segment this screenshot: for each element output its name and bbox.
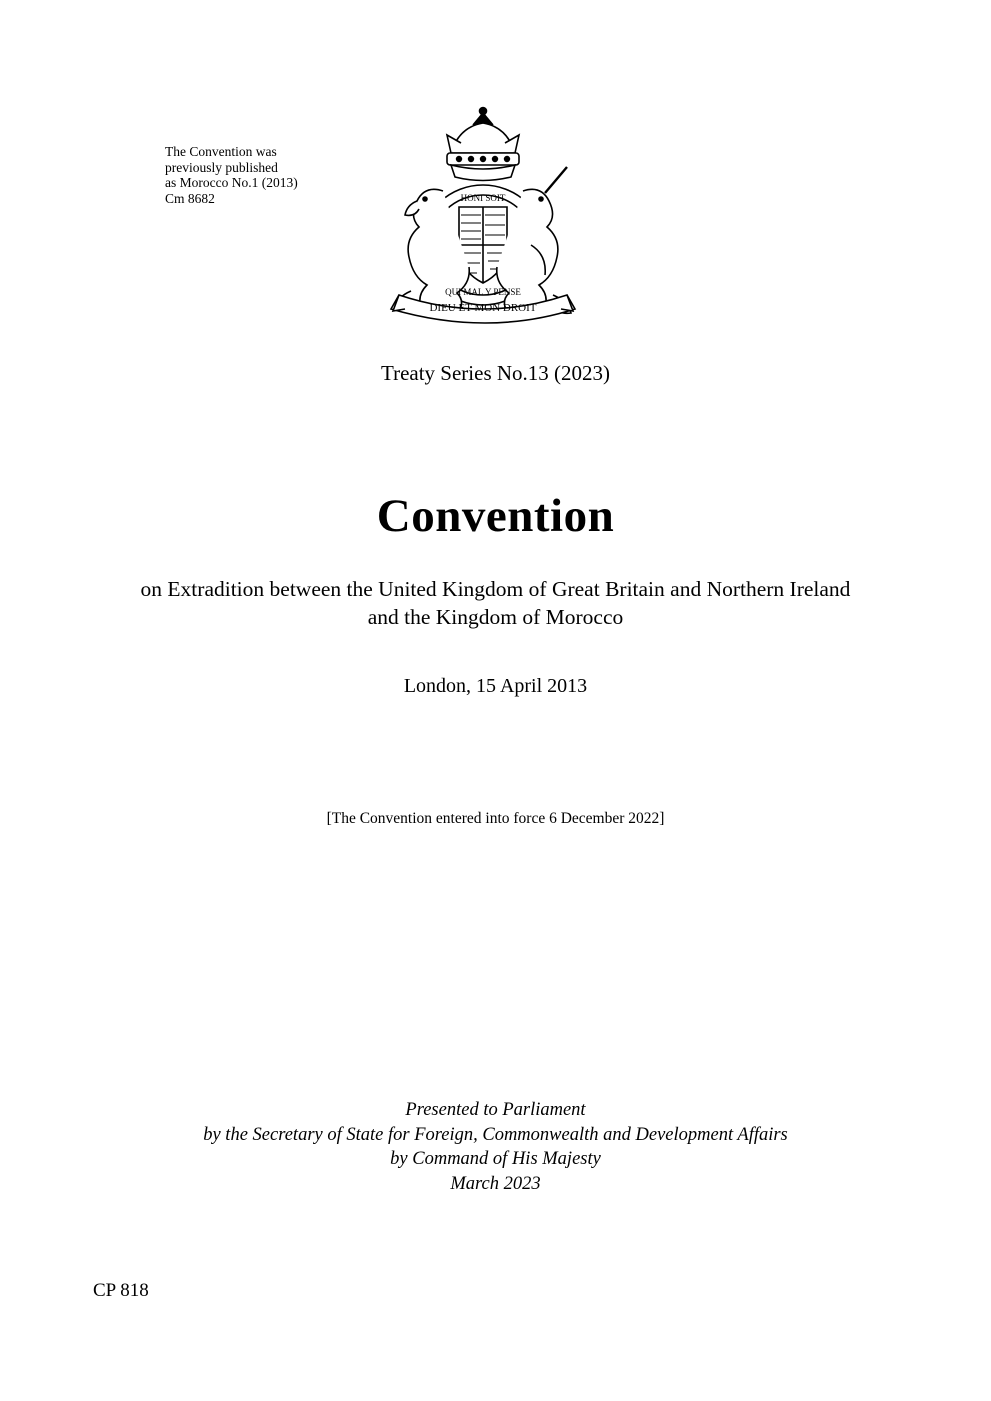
presentation-block (0, 1098, 991, 1196)
previous-publication-note-line-4: Cm 8682 (165, 190, 215, 206)
page-title: Convention (376, 490, 615, 542)
presentation-line-2: by the Secretary of State for Foreign, Commonwealth and Development Affairs (203, 1124, 788, 1145)
document-subtitle (100, 575, 891, 631)
previous-publication-note-line-1: The Convention was (165, 144, 277, 159)
entry-into-force-note: [The Convention entered into force 6 December 2022] (326, 810, 665, 827)
presentation-line-4: March 2023 (450, 1173, 541, 1194)
document-subtitle-line-1: on Extradition between the United Kingdom of Great Britain and Northern Ireland (140, 577, 851, 601)
svg-text:HONI SOIT: HONI SOIT (460, 193, 506, 203)
treaty-series-line: Treaty Series No.13 (2023) (380, 361, 611, 385)
presentation-line-1: Presented to Parliament (405, 1100, 586, 1120)
previous-publication-note-line-3: as Morocco No.1 (2013) (165, 175, 298, 190)
svg-text:DIEU ET MON DROIT: DIEU ET MON DROIT (429, 302, 537, 314)
previous-publication-note (165, 144, 355, 206)
svg-text:QUI MAL Y PENSE: QUI MAL Y PENSE (445, 287, 521, 297)
command-paper-number: CP 818 (93, 1280, 149, 1301)
place-and-date: London, 15 April 2013 (403, 675, 588, 697)
document-subtitle-line-2: and the Kingdom of Morocco (367, 605, 624, 629)
presentation-line-3: by Command of His Majesty (390, 1149, 601, 1169)
previous-publication-note-line-2: previously published (165, 159, 278, 175)
royal-coat-of-arms-icon (355, 95, 610, 340)
